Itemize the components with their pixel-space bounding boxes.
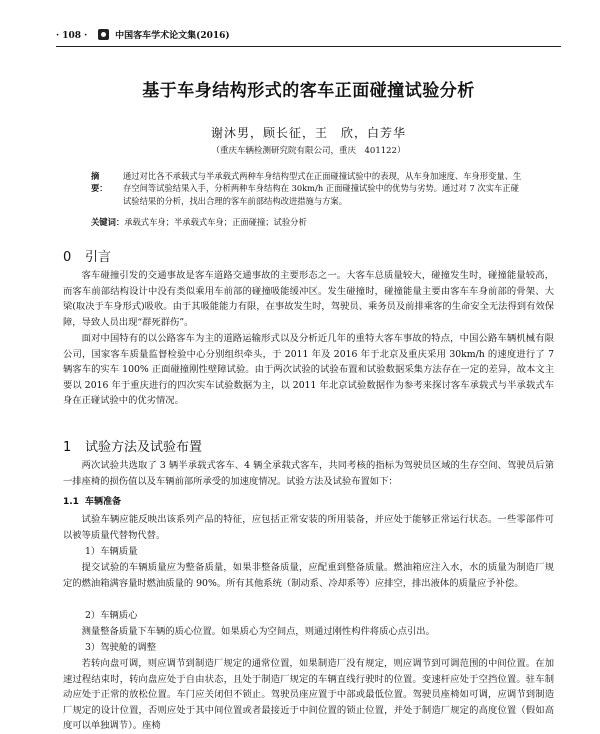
paragraph: 若转向盘可调，则应调节到制造厂规定的通常位置，如果制造厂没有规定，则应调节到可调范围的中间位置。在加速过程结束时，转向盘应处于自由状态，且处于制造厂规定的车辆直线行驶时的位置。变速杆应处于空挡位置。驻车制动应处于正常的放松位置。车门应关闭但不锁止。驾驶员座应置于中部或最低位置。驾驶员座椅如可调，应调节到制造厂规定的设计位置，否则应处于其中间位置或者最接近于中间位置的锁止位置，并处于制造厂规定的高度位置（假如高度可以单独调节）。座椅 — [63, 658, 554, 732]
paper-title: 基于车身结构形式的客车正面碰撞试验分析 — [142, 81, 475, 101]
abstract-label: 摘 要： — [91, 171, 108, 194]
section-title: 试验方法及试验布置 — [85, 440, 203, 455]
subsection-heading — [63, 494, 121, 507]
keywords-text: 承载式车身；半承载式车身；正面碰撞；试验分析 — [124, 217, 307, 227]
header-rule — [56, 46, 561, 47]
authors: 谢沐男，顾长征，王 欣，白芳华 — [210, 126, 406, 140]
paragraph: 试验车辆应能反映出该系列产品的特征，应包括正常安装的所用装备，并应处于能够正常运行状态。一些零部件可以被等质量代替物代替。 — [63, 514, 554, 541]
item-heading: 2）车辆质心 — [85, 610, 138, 621]
page-number: · 108 · — [56, 31, 88, 41]
section-title: 引言 — [85, 250, 112, 265]
section-number: 1 — [63, 440, 72, 455]
section-heading-method — [63, 436, 202, 455]
abstract-text: 通过对比各不承载式与半承载式两种车身结构型式在正面碰撞试验中的表现，从车身加速度、车身形变量、生存空间等试验结果入手，分析两种车身结构在 30km/h 正面碰撞试验中的优势与劣势。通过对 7 次实车正碰试验结果的分析，找出合理的客车前部结构改进措施与方案。 — [123, 171, 522, 206]
running-header — [56, 28, 561, 44]
paragraph: 面对中国特有的以公路客车为主的道路运输形式以及分析近几年的重特大客车事故的特点，中国公路车辆机械有限公司，国家客车质量监督检验中心分别组织牵头，于 2011 年及 2016 年于北京及重庆采用 30km/h 的速度进行了 7 辆客车的实车 100% 正面碰撞刚性壁障试验。由于两次试验的试验布置和试验数据采集方法存在一定的差异，故本文主要以 2016 年于重庆进行的四次实车试验数据为主，以 2011 年北京试验数据作为参考来探讨客车承载式与半承载式车身在正碰试验中的优劣情况。 — [63, 333, 554, 407]
keywords-label: 关键词： — [91, 217, 125, 227]
paragraph: 测量整备质量下车辆的质心位置。如果质心为空间点，则通过刚性构件将质心点引出。 — [81, 626, 435, 637]
item-heading: 3）驾驶舱的调整 — [85, 642, 156, 653]
keywords — [91, 216, 523, 228]
abstract — [91, 170, 523, 207]
paragraph: 客车碰撞引发的交通事故是客车道路交通事故的主要形态之一。大客车总质量较大，碰撞发生时，碰撞能量较高，而客车前部结构设计中没有类似乘用车前部的碰撞吸能缓冲区。发生碰撞时，碰撞能量主要由客车车身前部的骨架、大梁(取决于车身形式)吸收。由于其吸能能力有限，在事故发生时，驾驶员、乘务员及前排乘客的生命安全无法得到有效保障，导致人员出现“群死群伤”。 — [63, 270, 554, 328]
section-number: 0 — [63, 250, 72, 265]
subsection-number: 1.1 — [63, 497, 79, 507]
item-heading: 1）车辆质量 — [85, 546, 138, 557]
affiliation: （重庆车辆检测研究院有限公司，重庆 401122） — [211, 146, 406, 156]
paragraph: 提交试验的车辆质量应为整备质量，如果非整备质量，应配重到整备质量。燃油箱应注入水，水的质量为制造厂规定的燃油箱满容量时燃油质量的 90%。所有其他系统（制动系、冷却系等）应排空，排出液体的质量应予补偿。 — [63, 562, 554, 589]
journal-name: 中国客车学术论文集(2016) — [115, 31, 230, 41]
journal-logo-icon — [98, 29, 109, 40]
subsection-title: 车辆准备 — [85, 497, 122, 507]
section-heading-intro — [63, 246, 111, 265]
paragraph: 两次试验共选取了 3 辆半承载式客车、4 辆全承载式客车，共同考核的指标为驾驶员区域的生存空间、驾驶员后第一排座椅的损伤值以及车辆前部所承受的加速度情况。试验方法及试验布置如下： — [63, 460, 554, 487]
